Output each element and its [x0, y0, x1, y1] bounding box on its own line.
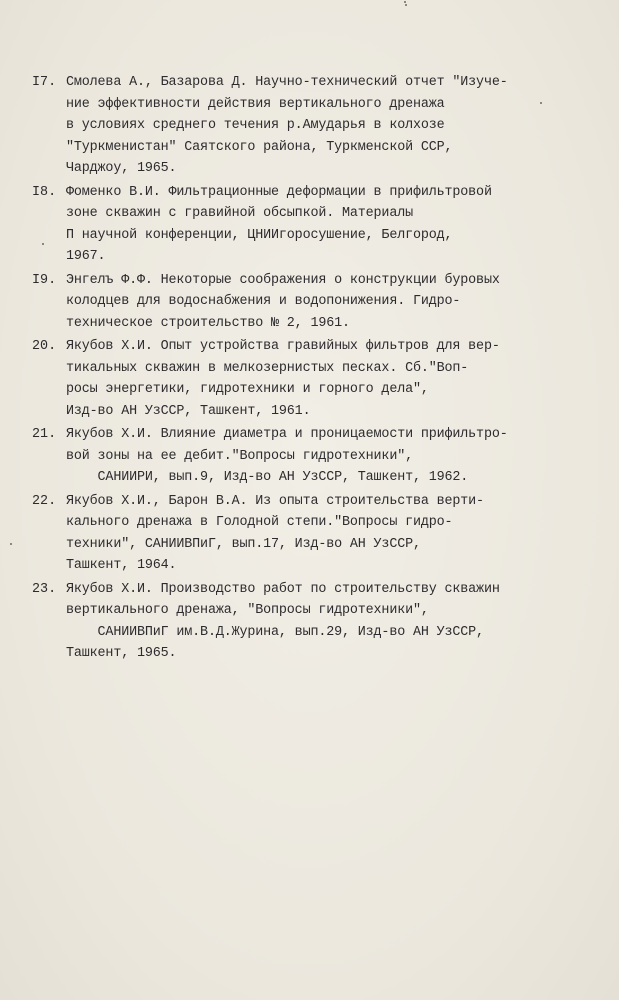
reference-line: САНИИВПиГ им.В.Д.Журина, вып.29, Изд-во АН УзССР,	[66, 624, 484, 640]
reference-line: Якубов Х.И. Опыт устройства гравийных фильтров для вер-	[66, 339, 500, 354]
reference-line: Ташкент, 1965.	[66, 646, 177, 661]
reference-text	[66, 579, 592, 665]
reference-list	[32, 72, 592, 667]
ink-speck	[404, 1, 406, 3]
reference-line: Якубов Х.И. Производство работ по строительству скважин	[66, 581, 500, 597]
ink-speck	[10, 543, 12, 545]
reference-line: "Туркменистан" Саятского района, Туркменской ССР,	[66, 139, 453, 155]
reference-entry	[32, 424, 592, 489]
reference-line: тикальных скважин в мелкозернистых песках. Сб."Воп-	[66, 360, 469, 376]
reference-entry	[32, 72, 592, 180]
reference-line: техники", САНИИВПиГ, вып.17, Изд-во АН УзССР,	[66, 536, 421, 552]
reference-line: П научной конференции, ЦНИИгоросушение, Белгород,	[66, 227, 453, 243]
reference-line: вертикального дренажа, "Вопросы гидротехники",	[66, 603, 429, 618]
reference-line: в условиях среднего течения р.Амударья в колхозе	[66, 118, 445, 133]
reference-line: колодцев для водоснабжения и водопонижения. Гидро-	[66, 294, 461, 309]
reference-line: Смолева А., Базарова Д. Научно-технический отчет "Изуче-	[66, 75, 508, 90]
reference-text	[66, 72, 592, 180]
reference-line: кального дренажа в Голодной степи."Вопросы гидро-	[66, 515, 453, 530]
reference-number: I9.	[32, 272, 57, 288]
reference-text	[66, 491, 592, 577]
reference-line: ние эффективности действия вертикального дренажа	[66, 96, 445, 112]
reference-number: I7.	[32, 75, 57, 90]
reference-line: Якубов Х.И. Влияние диаметра и проницаемости прифильтро-	[66, 427, 508, 442]
reference-number: 23.	[32, 581, 57, 597]
reference-line: Чарджоу, 1965.	[66, 161, 177, 176]
reference-line: техническое строительство № 2, 1961.	[66, 315, 350, 331]
reference-entry	[32, 182, 592, 268]
reference-entry	[32, 491, 592, 577]
reference-text	[66, 336, 592, 422]
reference-line: САНИИРИ, вып.9, Изд-во АН УзССР, Ташкент, 1962.	[66, 470, 469, 485]
reference-number: 21.	[32, 427, 57, 442]
reference-line: зоне скважин с гравийной обсыпкой. Материалы	[66, 206, 413, 221]
reference-line: Якубов Х.И., Барон В.А. Из опыта строительства верти-	[66, 493, 484, 509]
reference-text	[66, 182, 592, 268]
ink-speck	[405, 4, 407, 6]
reference-line: Ташкент, 1964.	[66, 558, 177, 573]
reference-entry	[32, 579, 592, 665]
reference-number: 20.	[32, 339, 57, 354]
reference-number: 22.	[32, 493, 57, 509]
reference-number: I8.	[32, 184, 57, 200]
reference-text	[66, 424, 592, 489]
reference-line: Энгелъ Ф.Ф. Некоторые соображения о конструкции буровых	[66, 272, 500, 288]
reference-entry	[32, 270, 592, 335]
reference-line: вой зоны на ее дебит."Вопросы гидротехники",	[66, 448, 413, 464]
reference-line: 1967.	[66, 249, 106, 264]
reference-entry	[32, 336, 592, 422]
reference-line: Фоменко В.И. Фильтрационные деформации в прифильтровой	[66, 184, 492, 200]
reference-line: росы энергетики, гидротехники и горного дела",	[66, 382, 429, 397]
reference-line: Изд-во АН УзССР, Ташкент, 1961.	[66, 403, 311, 419]
reference-text	[66, 270, 592, 335]
